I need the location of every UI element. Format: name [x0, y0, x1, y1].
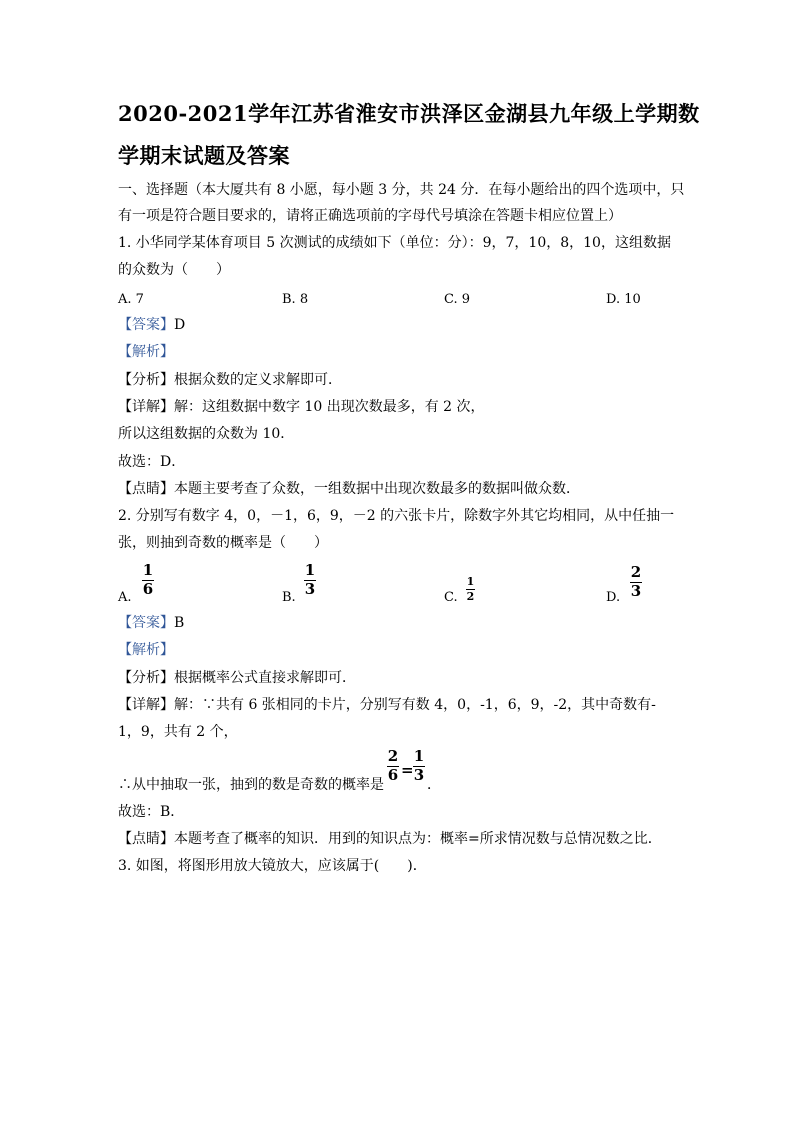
fraction-numerator: 1 — [142, 561, 154, 579]
question-2-option-a-letter: A. — [118, 590, 132, 605]
question-2-option-a-fraction — [142, 563, 154, 598]
answer-value: B — [174, 615, 185, 631]
question-3-stem: 3. 如图，将图形用放大镜放大，应该属于( )． — [118, 858, 427, 874]
fraction-denominator: 3 — [304, 579, 316, 598]
question-2-option-d-fraction — [630, 565, 642, 600]
question-1-stem-line-1: 1. 小华同学某体育项目 5 次测试的成绩如下（单位：分）：9，7，10，8，10，这组数据 — [118, 235, 671, 251]
fraction-numerator: 2 — [630, 563, 642, 581]
fraction-denominator: 3 — [630, 581, 642, 600]
question-1-option-b: B. 8 — [282, 292, 309, 307]
fraction-denominator: 3 — [413, 765, 425, 784]
section-instructions-line-2: 有一项是符合题目要求的，请将正确选项前的字母代号填涂在答题卡相应位置上） — [118, 208, 622, 224]
question-2-xiangjie-line-2: 1，9，共有 2 个， — [118, 724, 238, 740]
question-2-option-c-letter: C. — [444, 590, 458, 605]
question-2-option-b-fraction — [304, 563, 316, 598]
question-1-option-a: A. 7 — [118, 292, 144, 307]
question-1-fenxi: 【分析】根据众数的定义求解即可． — [118, 372, 342, 388]
question-2-answer — [118, 614, 184, 632]
question-1-answer — [118, 316, 185, 334]
question-2-option-b-letter: B. — [282, 590, 296, 605]
probability-fraction-left — [387, 749, 399, 784]
question-2-analysis-tag: 【解析】 — [118, 642, 174, 658]
fraction-numerator: 2 — [387, 747, 399, 765]
question-2-therefore-text: ∴从中抽取一张，抽到的数是奇数的概率是 — [118, 777, 384, 793]
fraction-denominator: 6 — [142, 579, 154, 598]
question-1-xiangjie-line-2: 所以这组数据的众数为 10． — [118, 426, 295, 442]
answer-value: D — [174, 317, 186, 333]
question-1-dianjing: 【点睛】本题主要考查了众数，一组数据中出现次数最多的数据叫做众数． — [118, 481, 580, 497]
question-1-xiangjie-line-1: 【详解】解：这组数据中数字 10 出现次数最多，有 2 次， — [118, 399, 485, 415]
answer-tag: 【答案】 — [118, 317, 174, 333]
question-1-option-c: C. 9 — [444, 292, 471, 307]
question-2-option-c-fraction — [466, 576, 475, 602]
probability-fraction-right — [413, 749, 425, 784]
fraction-denominator: 6 — [387, 765, 399, 784]
document-title-line-1: 2020-2021学年江苏省淮安市洪泽区金湖县九年级上学期数 — [118, 101, 700, 126]
section-instructions-line-1: 一、选择题（本大厦共有 8 小愿，每小题 3 分，共 24 分．在每小题给出的四个选项中，只 — [118, 182, 685, 198]
fraction-numerator: 1 — [304, 561, 316, 579]
question-2-stem-line-1: 2. 分别写有数字 4，0，－1，6，9，－2 的六张卡片，除数字外其它均相同，从中任抽一 — [118, 508, 675, 524]
question-2-stem-line-2: 张，则抽到奇数的概率是（ ） — [118, 535, 328, 551]
equals-sign: = — [401, 761, 414, 779]
question-1-analysis-tag: 【解析】 — [118, 344, 174, 360]
fraction-numerator: 1 — [466, 575, 475, 588]
question-1-choice: 故选：D． — [118, 454, 186, 470]
question-1-stem-line-2: 的众数为（ ） — [118, 262, 230, 278]
fraction-denominator: 2 — [466, 589, 475, 603]
question-2-option-d-letter: D. — [606, 590, 621, 605]
question-1-option-d: D. 10 — [606, 292, 641, 307]
answer-tag: 【答案】 — [118, 615, 174, 631]
question-2-xiangjie-line-1: 【详解】解：∵共有 6 张相同的卡片，分别写有数 4，0，-1，6，9，-2，其中奇数有- — [118, 697, 656, 713]
question-2-dianjing: 【点睛】本题考查了概率的知识．用到的知识点为：概率=所求情况数与总情况数之比． — [118, 831, 662, 847]
therefore-period: ． — [427, 777, 441, 793]
question-2-fenxi: 【分析】根据概率公式直接求解即可． — [118, 670, 356, 686]
fraction-numerator: 1 — [413, 747, 425, 765]
question-2-choice: 故选：B． — [118, 804, 185, 820]
document-title-line-2: 学期末试题及答案 — [118, 143, 290, 168]
